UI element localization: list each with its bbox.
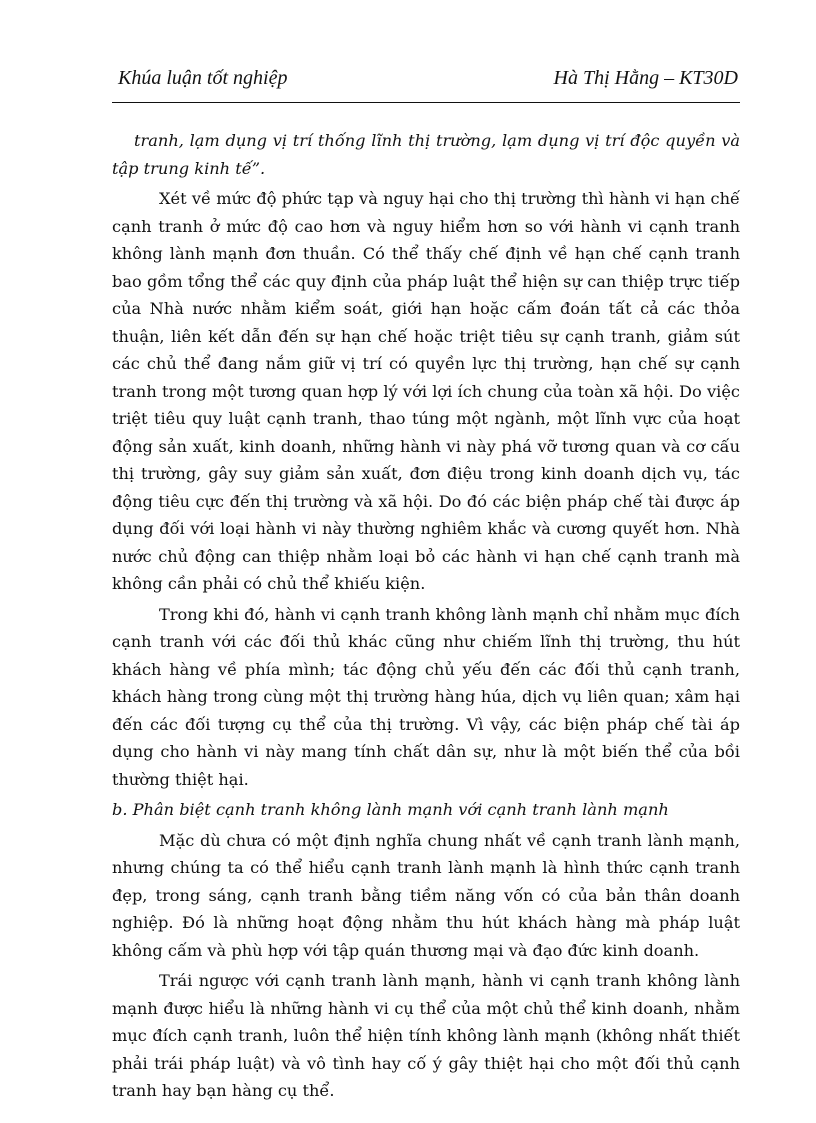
author-name: Hà Thị Hằng – KT30D [553, 67, 738, 89]
paragraph: Trái ngược với cạnh tranh lành mạnh, hành vi cạnh tranh không lành mạnh được hiểu là những hành vi cụ thể của một chủ thể kinh doanh, nhằm mục đích cạnh tranh, luôn thể hiện tính không lành mạnh (không nhất thiết phải trái pháp luật) và vô tình hay cố ý gây thiệt hại cho một đối thủ cạnh tranh hay bạn hàng cụ thể. [112, 971, 740, 1100]
paragraph: Xét về mức độ phức tạp và nguy hại cho thị trường thì hành vi hạn chế cạnh tranh ở mức độ cao hơn và nguy hiểm hơn so với hành vi cạnh tranh không lành mạnh đơn thuần. Có thể thấy chế định về hạn chế cạnh tranh bao gồm tổng thể các quy định của pháp luật thể hiện sự can thiệp trực tiếp của Nhà nước nhằm kiểm soát, giới hạn hoặc cấm đoán tất cả các thỏa thuận, liên kết dẫn đến sự hạn chế hoặc triệt tiêu sự cạnh tranh, giảm sút các chủ thể đang nắm giữ vị trí có quyền lực thị trường, hạn chế sự cạnh tranh trong một tương quan hợp lý với lợi ích chung của toàn xã hội. Do việc triệt tiêu quy luật cạnh tranh, thao túng một ngành, một lĩnh vực của hoạt động sản xuất, kinh doanh, những hành vi này phá vỡ tương quan và cơ cấu thị trường, gây suy giảm sản xuất, đơn điệu trong kinh doanh dịch vụ, tác động tiêu cực đến thị trường và xã hội. Do đó các biện pháp chế tài được áp dụng đối với loại hành vi này thường nghiêm khắc và cương quyết hơn. Nhà nước chủ động can thiệp nhằm loại bỏ các hành vi hạn chế cạnh tranh mà không cần phải có chủ thể khiếu kiện. [112, 189, 740, 593]
page-header [112, 66, 740, 103]
thesis-title: Khúa luận tốt nghiệp [118, 67, 288, 89]
page-body [112, 127, 740, 1105]
paragraph: Trong khi đó, hành vi cạnh tranh không lành mạnh chỉ nhằm mục đích cạnh tranh với các đối thủ khác cũng như chiếm lĩnh thị trường, thu hút khách hàng về phía mình; tác động chủ yếu đến các đối thủ cạnh tranh, khách hàng trong cùng một thị trường hàng húa, dịch vụ liên quan; xâm hại đến các đối tượng cụ thể của thị trường. Vì vậy, các biện pháp chế tài áp dụng cho hành vi này mang tính chất dân sự, như là một biến thể của bồi thường thiệt hại. [112, 604, 740, 789]
quote-continuation: tranh, lạm dụng vị trí thống lĩnh thị trường, lạm dụng vị trí độc quyền và tập trung kinh tế”. [112, 131, 740, 178]
paragraph: Mặc dù chưa có một định nghĩa chung nhất về cạnh tranh lành mạnh, nhưng chúng ta có thể hiểu cạnh tranh lành mạnh là hình thức cạnh tranh đẹp, trong sáng, cạnh tranh bằng tiềm năng vốn có của bản thân doanh nghiệp. Đó là những hoạt động nhằm thu hút khách hàng mà pháp luật không cấm và phù hợp với tập quán thương mại và đạo đức kinh doanh. [112, 830, 740, 960]
section-heading: b. Phân biệt cạnh tranh không lành mạnh với cạnh tranh lành mạnh [112, 800, 669, 819]
